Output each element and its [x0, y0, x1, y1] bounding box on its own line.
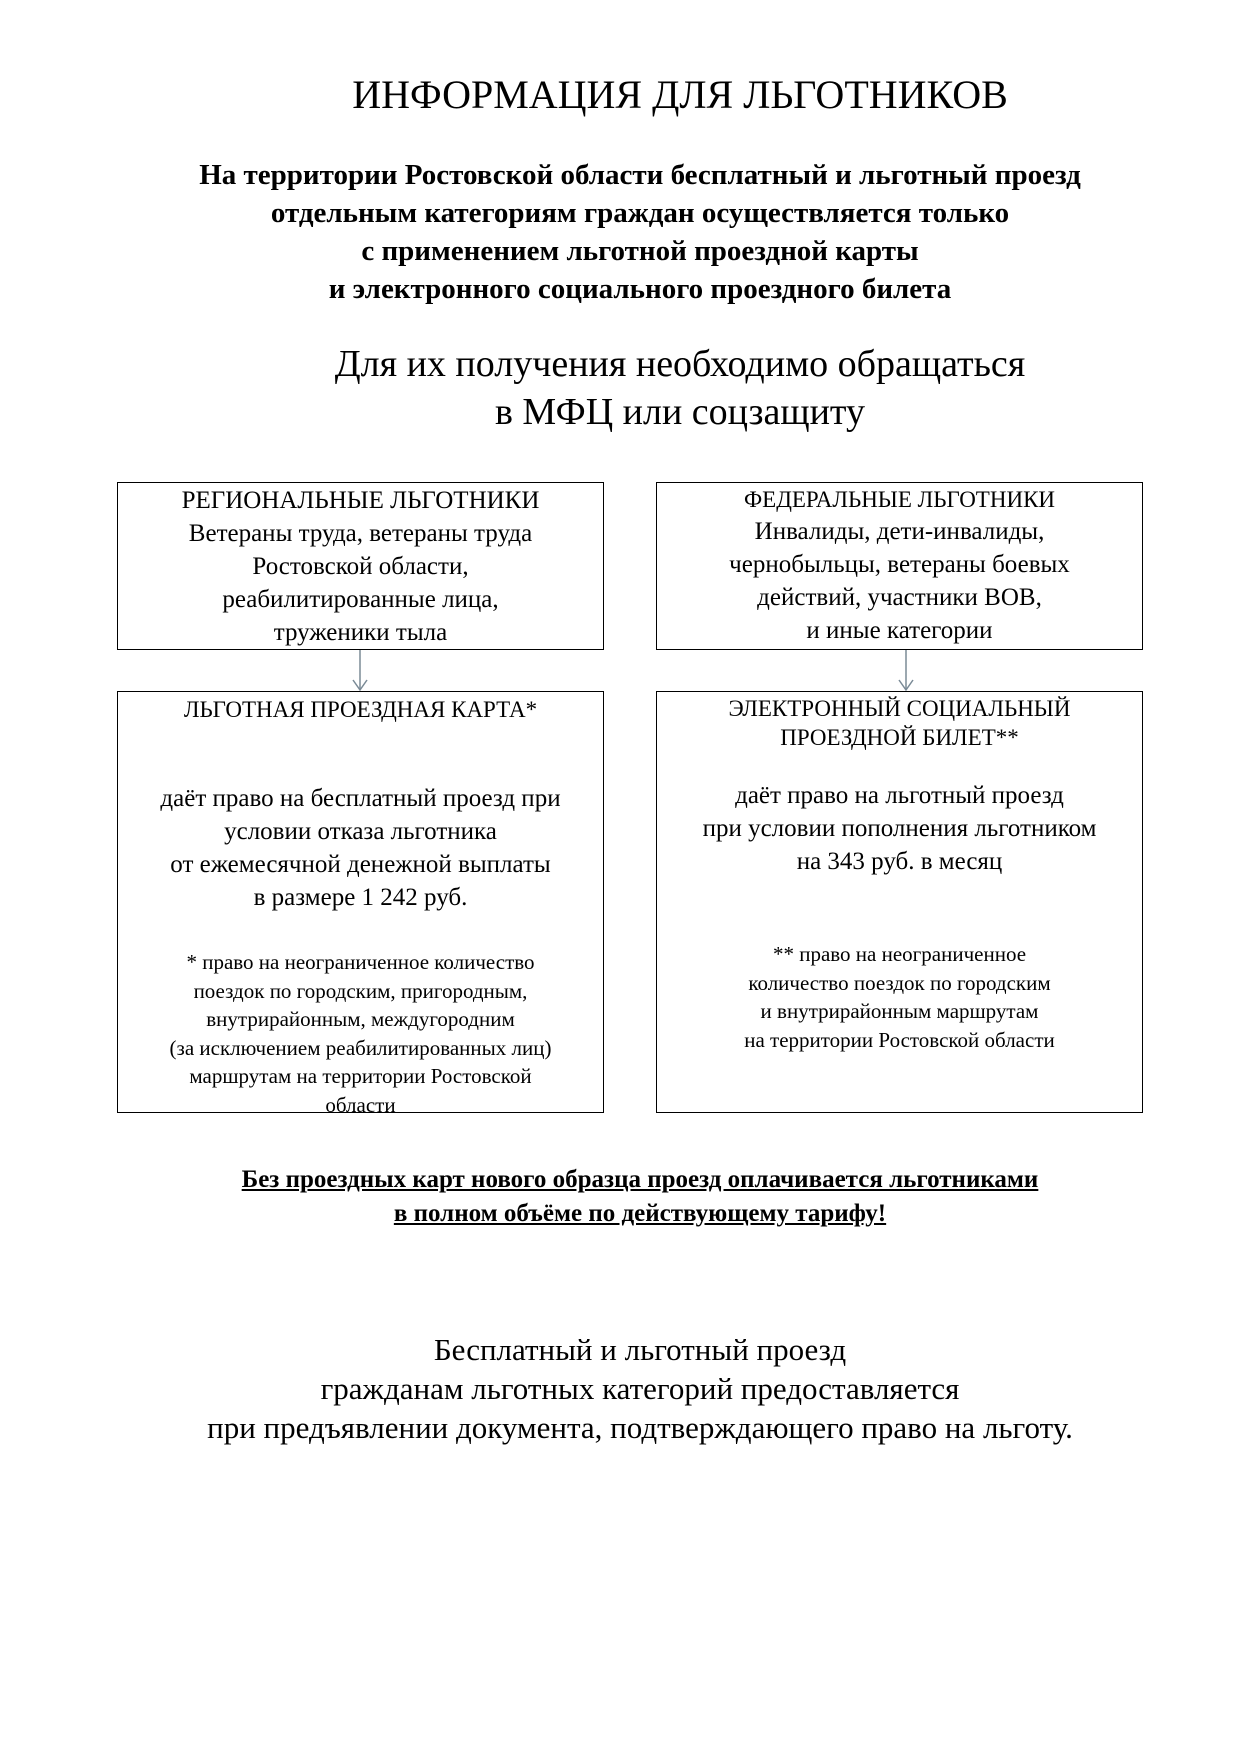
card-line: от ежемесячной денежной выплаты	[170, 851, 551, 878]
federal-box-body	[657, 515, 1142, 647]
closing-line: гражданам льготных категорий предоставляется	[320, 1371, 960, 1406]
regional-line: труженики тыла	[273, 619, 448, 646]
ticket-footnote	[657, 940, 1142, 1054]
ticket-note-line: и внутрирайонным маршрутам	[760, 999, 1039, 1023]
card-note-line: (за исключением реабилитированных лиц)	[169, 1035, 552, 1060]
benefit-card-box	[117, 691, 604, 1117]
card-note-line: поездок по городским, пригородным,	[193, 978, 528, 1003]
regional-box-body	[118, 517, 603, 649]
card-note-line: внутрирайонным, междугородним	[206, 1007, 515, 1031]
closing-text	[120, 1330, 1160, 1447]
ticket-line: при условии пополнения льготником	[702, 815, 1097, 842]
card-note-line: области	[325, 1092, 396, 1117]
intro-line: На территории Ростовской области бесплатный и льготный проезд	[199, 159, 1081, 191]
ticket-note-line: количество поездок по городским	[748, 970, 1051, 995]
ticket-note-line: на территории Ростовской области	[744, 1027, 1055, 1052]
howto-line: Для их получения необходимо обращаться	[334, 343, 1026, 385]
federal-line: чернобыльцы, ветераны боевых	[729, 551, 1070, 578]
regional-line: Ростовской области,	[252, 553, 469, 580]
intro-line: с применением льготной проездной карты	[361, 235, 919, 267]
ticket-box-body	[657, 779, 1142, 878]
arrow-down-icon	[353, 650, 367, 690]
ticket-title-line: ЭЛЕКТРОННЫЙ СОЦИАЛЬНЫЙ	[728, 696, 1071, 721]
federal-line: действий, участники ВОВ,	[757, 584, 1042, 611]
social-ticket-box	[656, 691, 1143, 1113]
federal-line: Инвалиды, дети-инвалиды,	[754, 518, 1045, 545]
closing-line: при предъявлении документа, подтверждающего право на льготу.	[207, 1410, 1073, 1445]
regional-line: реабилитированные лица,	[222, 586, 499, 613]
intro-text	[120, 156, 1160, 308]
closing-line: Бесплатный и льготный проезд	[433, 1332, 847, 1367]
card-footnote	[118, 948, 603, 1119]
federal-box-title: ФЕДЕРАЛЬНЫЕ ЛЬГОТНИКИ	[743, 487, 1056, 512]
warning-line: Без проездных карт нового образца проезд оплачивается льготниками	[241, 1166, 1039, 1193]
card-line: в размере 1 242 руб.	[253, 884, 468, 911]
ticket-note-line: ** право на неограниченное	[772, 942, 1027, 966]
intro-line: и электронного социального проездного билета	[328, 273, 952, 305]
ticket-box-title	[657, 694, 1142, 752]
flow-arrows	[0, 650, 1240, 695]
warning-text	[120, 1163, 1160, 1231]
card-box-title: ЛЬГОТНАЯ ПРОЕЗДНАЯ КАРТА*	[183, 697, 538, 722]
warning-line: в полном объёме по действующему тарифу!	[393, 1200, 887, 1227]
ticket-line: на 343 руб. в месяц	[796, 848, 1003, 875]
federal-beneficiaries-box	[656, 482, 1143, 650]
card-line: даёт право на бесплатный проезд при	[160, 785, 561, 812]
page-title: ИНФОРМАЦИЯ ДЛЯ ЛЬГОТНИКОВ	[352, 72, 1008, 117]
regional-box-title: РЕГИОНАЛЬНЫЕ ЛЬГОТНИКИ	[181, 487, 540, 514]
federal-line: и иные категории	[806, 617, 993, 644]
card-note-line: маршрутам на территории Ростовской	[189, 1064, 532, 1088]
ticket-line: даёт право на льготный проезд	[735, 782, 1064, 809]
arrow-down-icon	[899, 650, 913, 690]
ticket-title-line: ПРОЕЗДНОЙ БИЛЕТ**	[780, 725, 1019, 750]
regional-line: Ветераны труда, ветераны труда	[188, 520, 533, 547]
intro-line: отдельным категориям граждан осуществляется только	[270, 197, 1010, 229]
howto-text	[270, 340, 1090, 436]
howto-line: в МФЦ или соцзащиту	[494, 391, 866, 433]
card-box-body	[118, 782, 603, 914]
card-note-line: * право на неограниченное количество	[186, 950, 535, 974]
regional-beneficiaries-box	[117, 482, 604, 650]
card-line: условии отказа льготника	[224, 818, 497, 845]
